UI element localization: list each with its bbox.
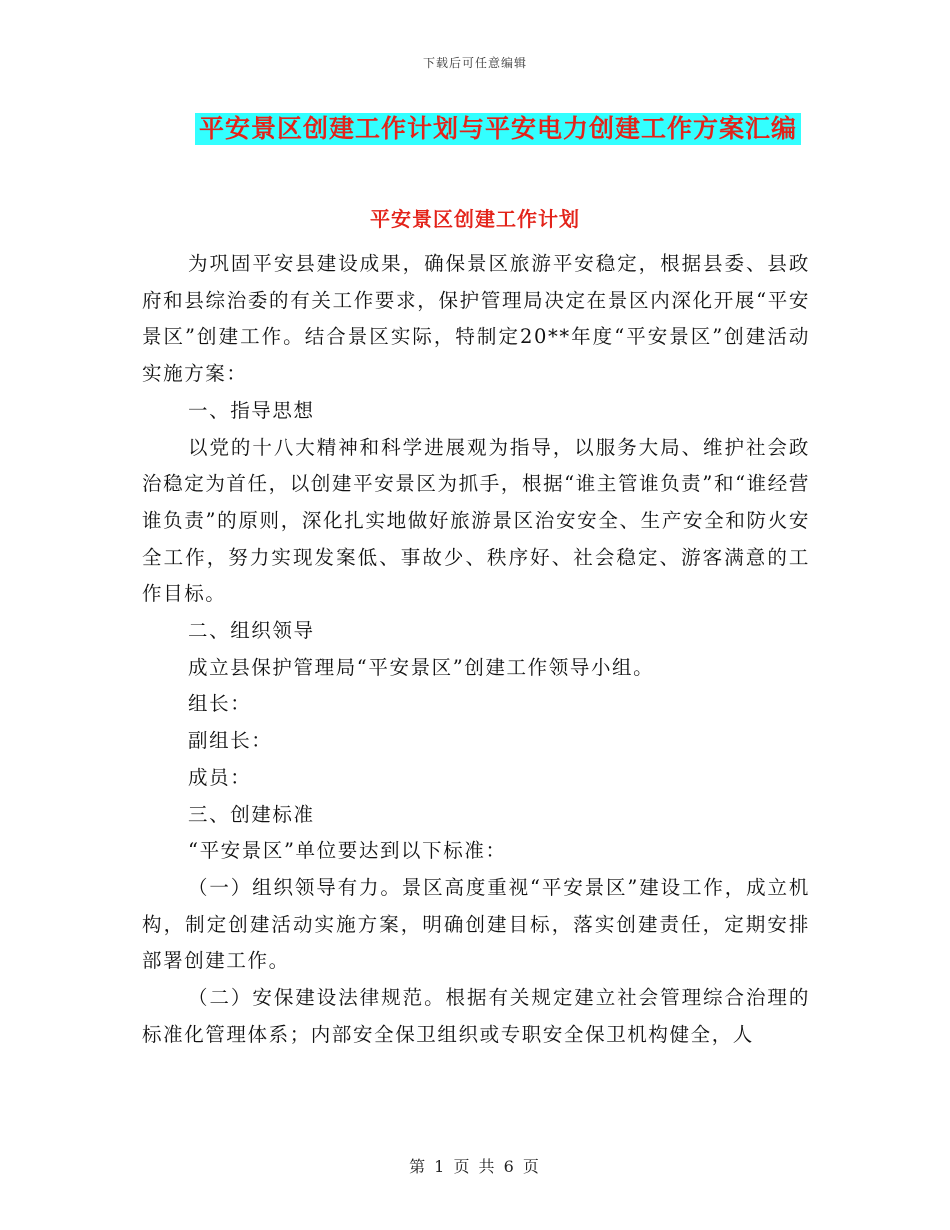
paragraph-intro: 为巩固平安县建设成果，确保景区旅游平安稳定，根据县委、县政府和县综治委的有关工作要求，保护管理局决定在景区内深化开展“平安景区”创建工作。结合景区实际，特制定20**年度“平安景区”创建活动实施方案： [142,252,810,386]
document-main-title: 平安景区创建工作计划与平安电力创建工作方案汇编 [195,113,801,145]
paragraph-standards-intro: “平安景区”单位要达到以下标准： [188,839,507,863]
paragraph-standard-1: （一）组织领导有力。景区高度重视“平安景区”建设工作，成立机构，制定创建活动实施方案，明确创建目标，落实创建责任，定期安排部署创建工作。 [142,875,810,973]
section-heading-guiding-thought: 一、指导思想 [188,398,315,422]
document-body [142,246,810,1053]
paragraph-organization: 成立县保护管理局“平安景区”创建工作领导小组。 [188,655,655,679]
field-group-leader: 组长： [188,692,252,716]
section-heading-standards: 三、创建标准 [188,802,315,826]
header-note: 下载后可任意编辑 [422,56,527,70]
main-title-container [0,113,950,145]
section-heading-organization: 二、组织领导 [188,619,315,643]
document-sub-title: 平安景区创建工作计划 [370,207,580,231]
field-deputy-leader: 副组长： [188,729,273,753]
field-members: 成员： [188,765,252,789]
paragraph-standard-2: （二）安保建设法律规范。根据有关规定建立社会管理综合治理的标准化管理体系；内部安全保卫组织或专职安全保卫机构健全，人 [142,986,810,1046]
paragraph-guiding-thought: 以党的十八大精神和科学进展观为指导，以服务大局、维护社会政治稳定为首任，以创建平安景区为抓手，根据“谁主管谁负责”和“谁经营谁负责”的原则，深化扎实地做好旅游景区治安安全、生产安全和防火安全工作，努力实现发案低、事故少、秩序好、社会稳定、游客满意的工作目标。 [142,435,810,606]
page-number-footer: 第 1 页 共 6 页 [409,1157,541,1176]
